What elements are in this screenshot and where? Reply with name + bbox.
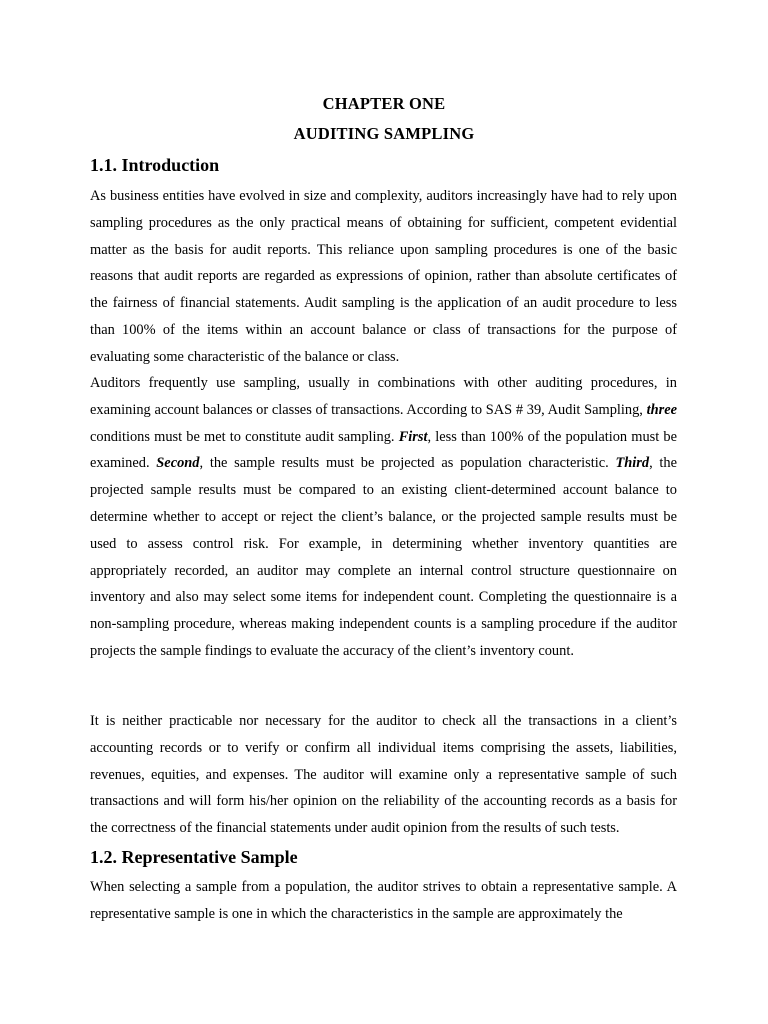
paragraph-text: , less than 100% of the population must be examined. — [90, 428, 677, 472]
emphasis-third: Third — [615, 455, 650, 472]
chapter-number: CHAPTER ONE — [322, 94, 446, 113]
paragraph-text: , the projected sample results must be compared to an existing client-determined account balance to determine whether to accept or reject the client’s balance, or the projected sample results must be used to assess control risk. For example, in determining whether inventory quantities are appropriately recorded, an auditor may complete an internal control structure questionnaire on inventory and also may select some items for independent count. Completing the questionnaire is a non-sampling procedure, whereas making independent counts is a sampling procedure if the auditor projects the sample findings to evaluate the accuracy of the client’s inventory count. — [90, 455, 677, 659]
emphasis-second: Second — [156, 455, 200, 472]
paragraph: It is neither practicable nor necessary for the auditor to check all the transactions in a client’s accounting records or to verify or confirm all individual items comprising the assets, liabilities, revenues, equities, and expenses. The auditor will examine only a representative sample of such transactions and will form his/her opinion on the reliability of the accounting records as a basis for the correctness of the financial statements under audit opinion from the results of such tests. — [90, 713, 677, 837]
paragraph-text: Auditors frequently use sampling, usually in combinations with other auditing procedures, in examining account balances or classes of transactions. According to SAS # 39, Audit Sampling, — [90, 375, 677, 418]
paragraph: As business entities have evolved in size and complexity, auditors increasingly have had to rely upon sampling procedures as the only practical means of obtaining for sufficient, competent evidential matter as the basis for audit reports. This reliance upon sampling procedures is one of the basic reasons that audit reports are regarded as expressions of opinion, rather than absolute certificates of the fairness of financial statements. Audit sampling is the application of an audit procedure to less than 100% of the items within an account balance or class of transactions for the purpose of evaluating some characteristic of the balance or class. — [90, 188, 677, 365]
paragraph-text: conditions must be met to constitute audit sampling. — [90, 428, 399, 445]
section-heading-representative-sample: 1.2. Representative Sample — [90, 847, 298, 867]
emphasis-three: three — [646, 401, 677, 418]
chapter-title: AUDITING SAMPLING — [293, 124, 475, 143]
section-heading-introduction: 1.1. Introduction — [90, 155, 220, 175]
emphasis-first: First — [398, 428, 428, 445]
paragraph — [90, 370, 677, 665]
paragraph-text: , the sample results must be projected as population characteristic. — [199, 455, 616, 472]
paragraph: When selecting a sample from a population, the auditor strives to obtain a representative sample. A representative sample is one in which the characteristics in the sample are approximately the — [90, 879, 677, 922]
